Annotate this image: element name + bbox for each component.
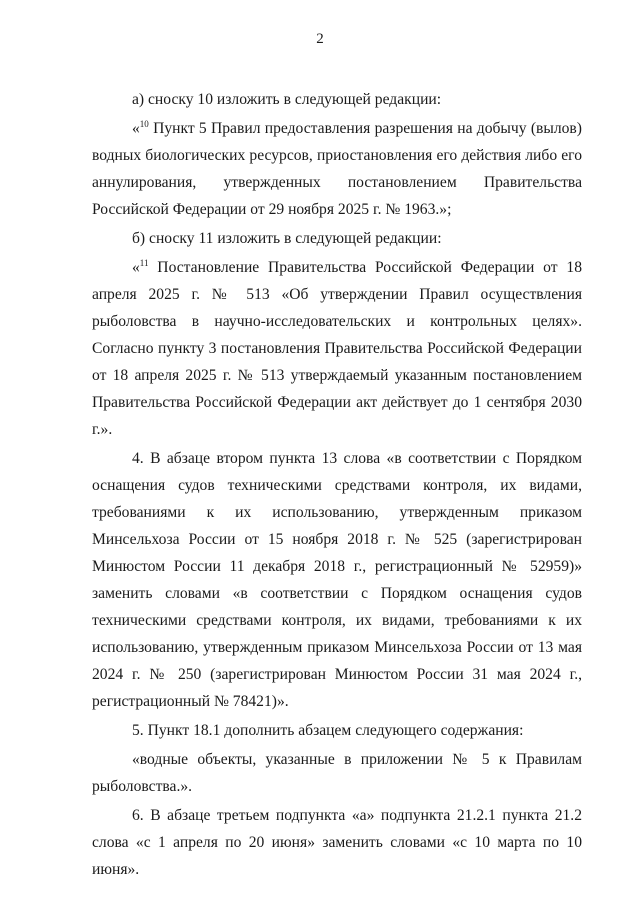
document-body (92, 86, 582, 883)
paragraph-text: Пункт 5 Правил предоставления разрешения на добычу (вылов) водных биологических ресурсов, приостановления его действия либо его аннулирования, утвержденных постановлением Правительства Российской Федерации от 29 ноября 2025 г. № 1963.»; (92, 120, 582, 218)
paragraph-footnote-10-intro: а) сноску 10 изложить в следующей редакции: (132, 91, 442, 108)
paragraph-footnote-11-intro: б) сноску 11 изложить в следующей редакции: (132, 230, 442, 247)
quote-open: « (132, 120, 140, 137)
page-number: 2 (316, 31, 324, 47)
paragraph-item-5: 5. Пункт 18.1 дополнить абзацем следующего содержания: (132, 722, 524, 739)
paragraph-item-5-addition: «водные объекты, указанные в приложении № 5 к Правилам рыболовства.». (92, 751, 582, 795)
paragraph-text: Постановление Правительства Российской Федерации от 18 апреля 2025 г. № 513 «Об утверждении Правил осуществления рыболовства в научно-исследовательских и контрольных целях». Согласно пункту 3 постановления Правительства Российской Федерации от 18 апреля 2025 г. № 513 утверждаемый указанным постановлением Правительства Российской Федерации акт действует до 1 сентября 2030 г.». (92, 259, 582, 438)
footnote-marker: 10 (139, 119, 149, 129)
quote-open: « (132, 259, 140, 276)
paragraph-footnote-11-text (92, 254, 582, 443)
paragraph-item-4: 4. В абзаце втором пункта 13 слова «в соответствии с Порядком оснащения судов техническими средствами контроля, их видами, требованиями к их использованию, утвержденным приказом Минсельхоза России от 15 ноября 2018 г. № 525 (зарегистрирован Минюстом России 11 декабря 2018 г., регистрационный № 52959)» заменить словами «в соответствии с Порядком оснащения судов техническими средствами контроля, их видами, требованиями к их использованию, утвержденным приказом Минсельхоза России от 13 мая 2024 г. № 250 (зарегистрирован Минюстом России 31 мая 2024 г., регистрационный № 78421)». (92, 450, 582, 710)
footnote-marker: 11 (139, 258, 149, 268)
paragraph-footnote-10-text (92, 115, 582, 223)
paragraph-item-6: 6. В абзаце третьем подпункта «а» подпункта 21.2.1 пункта 21.2 слова «с 1 апреля по 20 июня» заменить словами «с 10 марта по 10 июня». (92, 807, 582, 878)
